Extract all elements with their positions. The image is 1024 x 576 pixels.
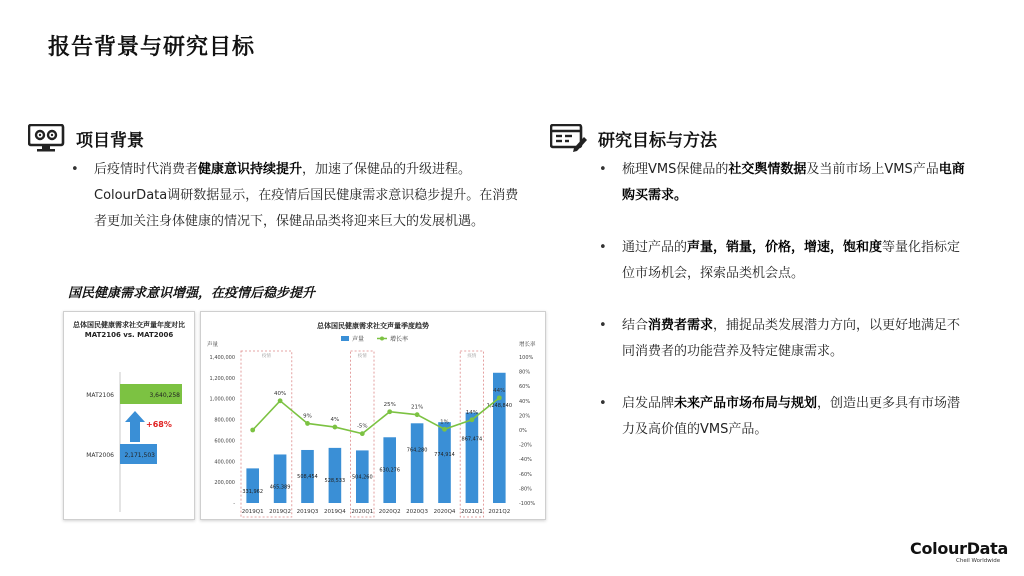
line-point: [333, 425, 338, 430]
y-tick-label: 40%: [519, 398, 531, 405]
annual-comparison-svg: [64, 312, 194, 519]
brand-subtitle: Cheil Worldwide: [956, 558, 1001, 564]
x-tick-label: 2019Q3: [296, 509, 319, 515]
research-bullet: [596, 313, 966, 365]
y-tick-label: 800,000: [214, 417, 235, 424]
data-label: 504,260: [351, 474, 373, 481]
line-point: [497, 395, 502, 400]
bullet-bold-text: 声量，销量，价格，增速，饱和度: [687, 240, 883, 255]
research-bullet: [596, 157, 966, 209]
line-data-label: 4%: [330, 417, 340, 424]
annual-comparison-chart: [63, 311, 195, 520]
y-tick-label: 60%: [519, 384, 531, 391]
section-heading-text: 项目背景: [76, 130, 144, 151]
bar: [329, 448, 342, 503]
quarterly-trend-chart: [200, 311, 546, 520]
chart-title: 总体国民健康需求社交声量季度趋势: [317, 322, 429, 330]
y-tick-label: 1,000,000: [209, 396, 235, 403]
data-label: 867,474: [461, 436, 483, 443]
bullet-bold-text: 社交舆情数据: [728, 162, 807, 177]
data-label: 1,248,840: [486, 402, 513, 409]
bar: [438, 422, 451, 503]
brand-logo: ColourData: [910, 539, 1009, 558]
bullet-bold-text: 未来产品市场布局与规划: [674, 396, 818, 411]
bullet-text: 后疫情时代消费者: [94, 162, 199, 177]
x-tick-label: 2020Q4: [433, 509, 456, 515]
data-label: 764,280: [406, 447, 428, 454]
line-point: [278, 398, 283, 403]
line-point: [387, 409, 392, 414]
bullet-bold-text: 电商购买需求。: [622, 162, 965, 203]
x-tick-label: 2019Q2: [269, 509, 292, 515]
bullet-text: 启发品牌: [622, 396, 675, 411]
bullet-text: 通过产品的: [622, 240, 688, 255]
series-line: [253, 398, 500, 434]
legend-marker: [380, 337, 384, 341]
y-tick-label: 1,200,000: [209, 375, 235, 382]
growth-label: +68%: [146, 420, 172, 429]
line-data-label: 21%: [410, 404, 424, 411]
monitor-gear-icon: [28, 124, 66, 152]
page-title: 报告背景与研究目标: [48, 35, 256, 60]
research-bullet: [596, 391, 966, 443]
y-tick-label: 100%: [519, 355, 534, 361]
x-tick-label: 2020Q1: [351, 509, 374, 515]
line-point: [360, 431, 365, 436]
bullet-text: 梳理VMS保健品的: [622, 162, 729, 177]
legend-swatch: [341, 336, 349, 341]
research-bullet: [596, 235, 966, 287]
data-label: 2,171,503: [124, 452, 155, 459]
x-tick-label: 2020Q2: [378, 509, 401, 515]
bullet-text: 结合: [622, 318, 649, 333]
line-data-label: 9%: [303, 413, 312, 420]
y-tick-label: 1,400,000: [209, 355, 235, 361]
data-label: 3,640,258: [149, 392, 180, 399]
line-data-label: 44%: [493, 387, 506, 394]
legend-label: 增长率: [390, 336, 409, 343]
x-tick-label: 2021Q2: [488, 509, 511, 515]
y-tick-label: 80%: [519, 369, 531, 376]
y-tick-label: 600,000: [214, 438, 235, 445]
data-label: 528,533: [324, 477, 346, 484]
growth-arrow-icon: [125, 411, 145, 442]
data-label: 774,914: [434, 452, 455, 459]
y-tick-label: 20%: [519, 413, 531, 420]
bar: [246, 468, 259, 503]
x-tick-label: 2019Q4: [323, 509, 346, 515]
quarterly-trend-svg: [201, 312, 545, 519]
legend-label: 声量: [352, 336, 365, 343]
x-tick-label: 2019Q1: [241, 509, 264, 515]
y-tick-label: -60%: [519, 471, 532, 478]
y-tick-label: -: [233, 501, 235, 507]
bullet-text: ，捕捉品类发展潜力方向，以更好地满足不同消费者的功能营养及特定健康需求。: [622, 318, 961, 359]
project-background-heading: [28, 124, 144, 152]
annotation-label: 疫情: [357, 354, 367, 359]
chart-subtitle: MAT2106 vs. MAT2006: [84, 331, 174, 339]
category-label: MAT2106: [86, 392, 114, 399]
data-label: 508,454: [297, 473, 318, 480]
line-data-label: 40%: [273, 390, 287, 397]
bullet-text: 等量化指标定位市场机会，探索品类机会点。: [622, 240, 961, 281]
annotation-label: 疫情: [261, 354, 271, 359]
background-bullets: [68, 157, 530, 235]
x-tick-label: 2020Q3: [406, 509, 429, 515]
section-heading-text: 研究目标与方法: [598, 130, 717, 151]
bullet-text: ，创造出更多具有市场潜力及高价值的VMS产品。: [622, 396, 961, 437]
bullet-bold-text: 健康意识持续提升: [198, 162, 303, 177]
chart-title: 总体国民健康需求社交声量年度对比: [73, 321, 185, 329]
data-label: 465,389: [269, 484, 291, 491]
line-point: [305, 421, 310, 426]
axis-title: 增长率: [519, 342, 536, 348]
data-label: 331,962: [242, 489, 264, 495]
line-data-label: 1%: [440, 419, 449, 426]
line-point: [415, 412, 420, 417]
data-label: 630,276: [379, 467, 401, 474]
x-tick-label: 2021Q1: [460, 509, 483, 515]
bar: [411, 423, 424, 503]
axis-title: 声量: [207, 342, 219, 348]
bar: [274, 454, 287, 503]
annotation-label: 疫情: [467, 354, 477, 359]
y-tick-label: -80%: [519, 486, 532, 493]
checklist-pen-icon: [550, 124, 588, 152]
research-goals-heading: [550, 124, 717, 152]
y-tick-label: -40%: [519, 457, 532, 464]
y-tick-label: -100%: [519, 501, 536, 507]
line-point: [442, 427, 447, 432]
bullet-bold-text: 消费者需求: [648, 318, 714, 333]
y-tick-label: -20%: [519, 442, 532, 449]
y-tick-label: 400,000: [214, 459, 235, 466]
y-tick-label: 0%: [519, 428, 527, 434]
research-bullets: [596, 157, 966, 443]
chart-caption: 国民健康需求意识增强，在疫情后稳步提升: [68, 286, 316, 301]
bullet-text: ，加速了保健品的升级进程。: [302, 162, 472, 177]
line-point: [470, 417, 475, 422]
line-data-label: 14%: [465, 409, 479, 416]
bullet-text: ColourData调研数据显示，在疫情后国民健康需求意识稳步提升。在消费者更加关注身体健康的情况下，保健品品类将迎来巨大的发展机遇。: [94, 188, 519, 229]
line-data-label: -5%: [356, 423, 368, 430]
background-bullet: [68, 157, 530, 235]
bullet-text: 及当前市场上VMS产品: [806, 162, 939, 177]
y-tick-label: 200,000: [214, 480, 235, 487]
line-point: [250, 428, 255, 433]
bar: [466, 413, 479, 503]
category-label: MAT2006: [86, 452, 114, 459]
line-data-label: 25%: [383, 401, 396, 408]
